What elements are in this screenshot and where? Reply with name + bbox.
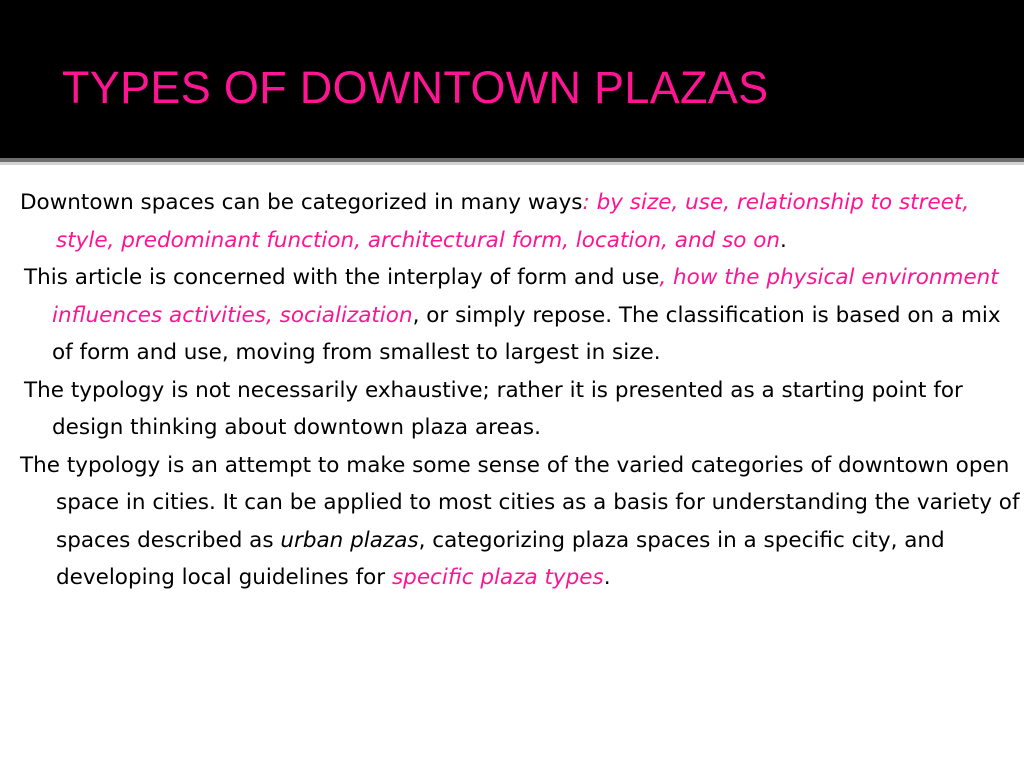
slide-title: TYPES OF DOWNTOWN PLAZAS — [62, 62, 769, 113]
divider-light — [0, 162, 1024, 165]
paragraph-text: , or simply repose. The classification is based on a mix of form and use, moving from smallest to largest in size. — [52, 302, 1001, 365]
paragraph-emphasis: specific plaza types — [391, 565, 604, 590]
paragraph-text: , categorizing plaza spaces in a specific city, and developing local guidelines for — [56, 527, 945, 590]
paragraph-text: . — [780, 227, 787, 253]
paragraph-text: This article is concerned with the interplay of form and use — [24, 265, 660, 290]
paragraph-text: Downtown spaces can be categorized in many ways — [20, 190, 583, 215]
paragraph-form-and-use — [20, 259, 1020, 372]
paragraph-emphasis: , how the physical environment influences activities, socialization — [52, 265, 999, 328]
paragraph-emphasis: urban plazas — [280, 527, 419, 553]
slide-body — [20, 184, 1020, 597]
paragraph-not-exhaustive — [20, 372, 1020, 447]
paragraph-emphasis: : by size, use, relationship to street, style, predominant function, architectural form, location, and so on — [56, 190, 970, 253]
title-bar — [0, 0, 1024, 158]
paragraph-text: The typology is an attempt to make some sense of the varied categories of downtown open space in cities. It can be applied to most cities as a basis for understanding the variety of spaces described as — [20, 452, 1020, 553]
paragraph-text: . — [603, 565, 611, 590]
paragraph-text: The typology is not necessarily exhaustive; rather it is presented as a starting point for design thinking about downtown plaza areas. — [24, 377, 963, 440]
paragraph-typology — [20, 447, 1020, 597]
paragraph-categorization — [20, 184, 1020, 259]
